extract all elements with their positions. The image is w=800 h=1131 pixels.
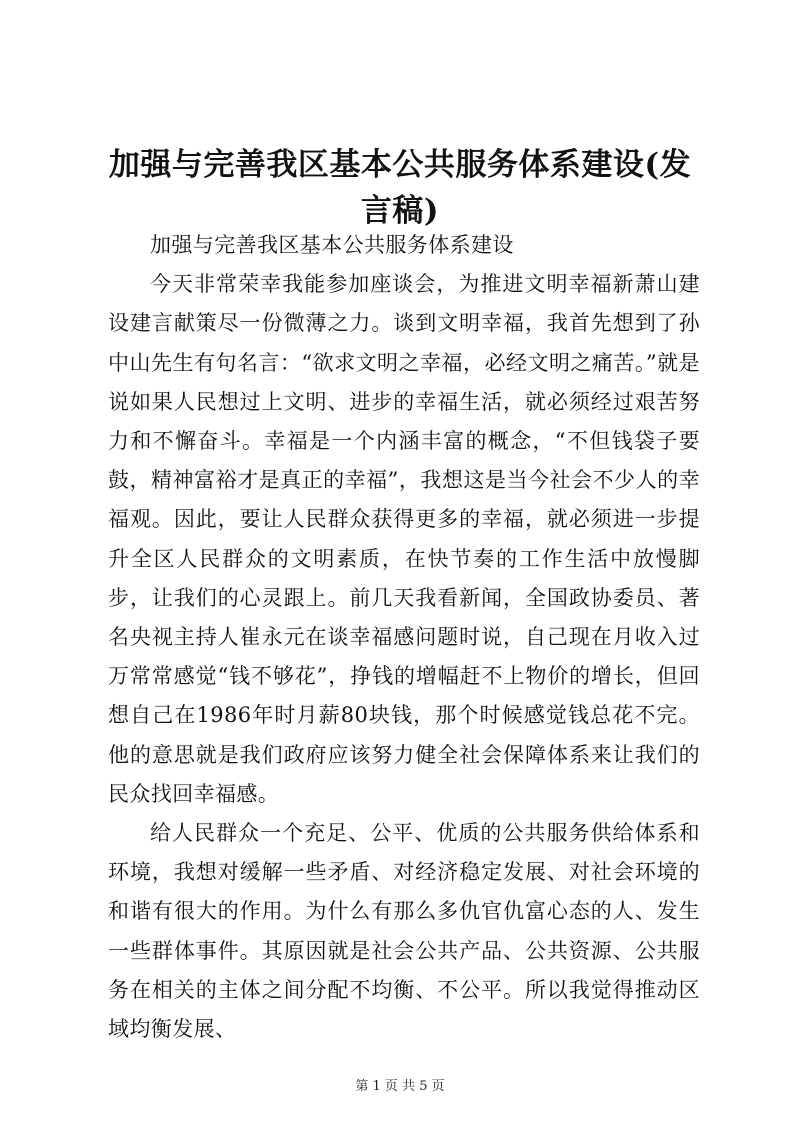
paragraph-1: 今天非常荣幸我能参加座谈会，为推进文明幸福新萧山建设建言献策尽一份微薄之力。谈到文明幸福，我首先想到了孙中山先生有句名言：“欲求文明之幸福，必经文明之痛苦。”就是说如果人民想过上文明、进步的幸福生活，就必须经过艰苦努力和不懈奋斗。幸福是一个内涵丰富的概念，“不但钱袋子要鼓，精神富裕才是真正的幸福”，我想这是当今社会不少人的幸福观。因此，要让人民群众获得更多的幸福，就必须进一步提升全区人民群众的文明素质，在快节奏的工作生活中放慢脚步，让我们的心灵跟上。前几天我看新闻，全国政协委员、著名央视主持人崔永元在谈幸福感问题时说，自己现在月收入过万常常感觉“钱不够花”，挣钱的增幅赶不上物价的增长，但回想自己在1986年时月薪80块钱，那个时候感觉钱总花不完。他的意思就是我们政府应该努力健全社会保障体系来让我们的民众找回幸福感。 [108, 272, 700, 806]
document-title: 加强与完善我区基本公共服务体系建设(发言稿) [108, 147, 692, 229]
document-body [108, 226, 700, 1049]
paragraph-2: 给人民群众一个充足、公平、优质的公共服务供给体系和环境，我想对缓解一些矛盾、对经济稳定发展、对社会环境的和谐有很大的作用。为什么有那么多仇官仇富心态的人、发生一些群体事件。其原因就是社会公共产品、公共资源、公共服务在相关的主体之间分配不均衡、不公平。所以我觉得推动区域均衡发展、 [108, 821, 700, 1042]
page-number-footer: 第 1 页 共 5 页 [355, 1079, 445, 1094]
paragraph-subtitle: 加强与完善我区基本公共服务体系建设 [150, 233, 514, 257]
